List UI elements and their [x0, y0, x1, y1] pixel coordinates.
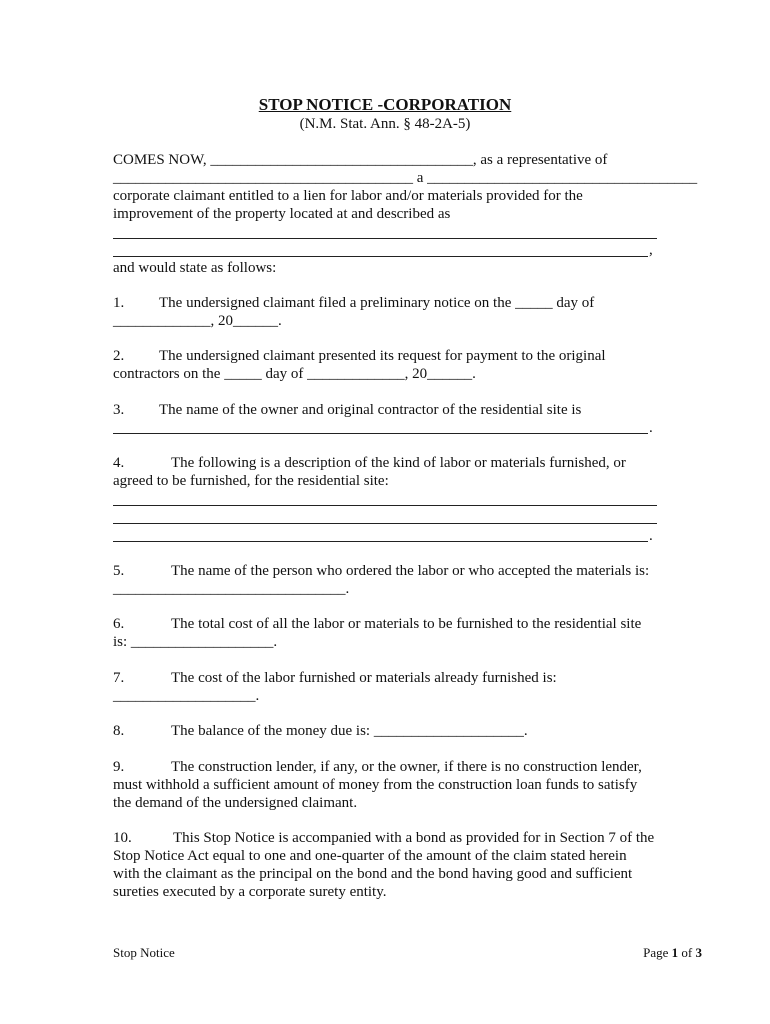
- item-9-line-1: The construction lender, if any, or the owner, if there is no construction lender,: [171, 759, 642, 775]
- page-total: 3: [695, 945, 702, 960]
- intro-comes-now: COMES NOW,: [113, 152, 211, 168]
- item-5-line-2[interactable]: _______________________________.: [113, 581, 350, 597]
- item-10-line-3: with the claimant as the principal on the bond and the bond having good and sufficient: [113, 866, 633, 882]
- footer-document-name: Stop Notice: [113, 945, 175, 960]
- intro-line-3: corporate claimant entitled to a lien for labor and/or materials provided for the: [113, 188, 583, 204]
- item-4-number: 4.: [113, 455, 125, 471]
- footer-page-number: [643, 945, 702, 961]
- labor-description-line-2[interactable]: [113, 523, 657, 524]
- page-prefix: Page: [643, 945, 672, 960]
- page-current: 1: [671, 945, 679, 960]
- item-6-line-2[interactable]: is: ___________________.: [113, 634, 278, 650]
- item-2-number: 2.: [113, 348, 125, 364]
- corporation-name-field[interactable]: ________________________________________: [113, 170, 413, 186]
- item-1-line-1: The undersigned claimant filed a preliminary notice on the _____ day of: [159, 295, 595, 311]
- item-10-line-4: sureties executed by a corporate surety entity.: [113, 884, 387, 900]
- document-title: STOP NOTICE -CORPORATION: [258, 95, 512, 114]
- item-2-line-1: The undersigned claimant presented its request for payment to the original: [159, 348, 606, 364]
- property-description-line-1[interactable]: [113, 238, 657, 239]
- item-6-line-1: The total cost of all the labor or materials to be furnished to the residential site: [171, 616, 642, 632]
- item-9-number: 9.: [113, 759, 125, 775]
- item-4-line-2: agreed to be furnished, for the residential site:: [113, 473, 389, 489]
- item-9-line-3: the demand of the undersigned claimant.: [113, 795, 358, 811]
- corporation-state-field[interactable]: ____________________________________: [427, 170, 698, 186]
- intro-line-7: and would state as follows:: [113, 260, 277, 276]
- intro-line-4: improvement of the property located at and described as: [113, 206, 451, 222]
- item-4-period: .: [649, 528, 653, 544]
- item-7-line-1: The cost of the labor furnished or materials already furnished is:: [171, 670, 557, 686]
- document-header: [0, 95, 770, 133]
- intro-line-1: [113, 151, 607, 169]
- item-8-line-1[interactable]: The balance of the money due is: ____________________.: [171, 723, 528, 739]
- labor-description-line-1[interactable]: [113, 505, 657, 506]
- item-2-line-2: contractors on the _____ day of _____________, 20______.: [113, 366, 476, 382]
- item-5-line-1: The name of the person who ordered the labor or who accepted the materials is:: [171, 563, 650, 579]
- item-3-period: .: [649, 420, 653, 436]
- intro-a: a: [413, 170, 428, 186]
- item-1-number: 1.: [113, 295, 125, 311]
- item-10-number: 10.: [113, 830, 132, 846]
- item-7-number: 7.: [113, 670, 125, 686]
- item-7-line-2[interactable]: ___________________.: [113, 688, 260, 704]
- item-3-number: 3.: [113, 402, 125, 418]
- item-1-line-2: _____________, 20______.: [113, 313, 282, 329]
- item-10-line-1: This Stop Notice is accompanied with a bond as provided for in Section 7 of the: [173, 830, 655, 846]
- item-10-line-2: Stop Notice Act equal to one and one-quarter of the amount of the claim stated herein: [113, 848, 627, 864]
- owner-contractor-line[interactable]: [113, 433, 648, 434]
- property-description-line-2[interactable]: [113, 256, 648, 257]
- item-8-number: 8.: [113, 723, 125, 739]
- item-5-number: 5.: [113, 563, 125, 579]
- property-description-comma: ,: [649, 242, 653, 258]
- item-3-line-1: The name of the owner and original contractor of the residential site is: [159, 402, 582, 418]
- item-6-number: 6.: [113, 616, 125, 632]
- item-4-line-1: The following is a description of the kind of labor or materials furnished, or: [171, 455, 626, 471]
- labor-description-line-3[interactable]: [113, 541, 648, 542]
- intro-representative-of: , as a representative of: [472, 152, 608, 168]
- item-9-line-2: must withhold a sufficient amount of money from the construction loan funds to satisfy: [113, 777, 638, 793]
- page-of: of: [678, 945, 696, 960]
- intro-line-2: [113, 169, 697, 187]
- representative-name-field[interactable]: ___________________________________: [210, 152, 473, 168]
- document-subtitle: (N.M. Stat. Ann. § 48-2A-5): [299, 116, 471, 132]
